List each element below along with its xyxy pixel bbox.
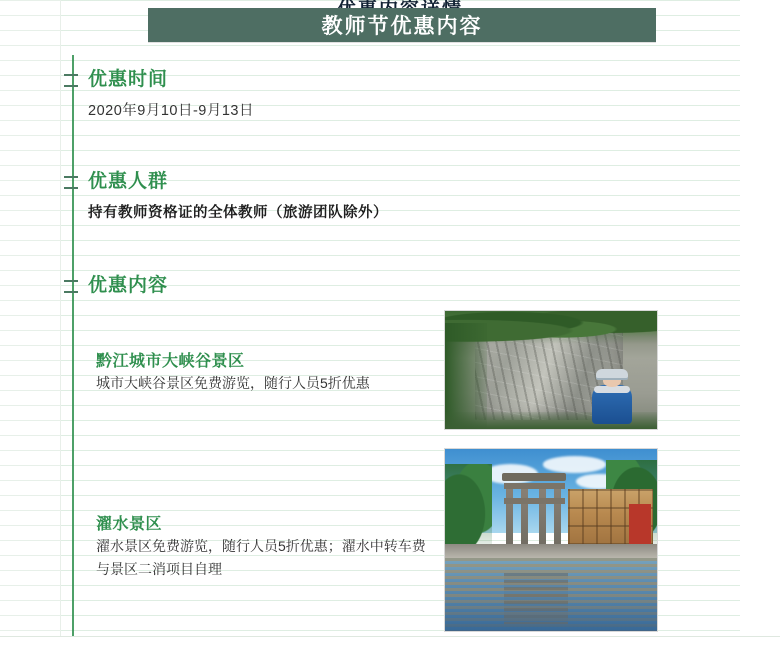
section-marker-icon: [64, 176, 78, 189]
left-gutter: [0, 0, 61, 651]
photo-town-stone-gate: [502, 471, 566, 555]
photo-town-plaza: [445, 544, 657, 559]
item-2-title: 濯水景区: [96, 516, 163, 533]
photo-town-red-lantern-wall: [629, 504, 650, 544]
item-2-description: 濯水景区免费游览，随行人员5折优惠；濯水中转车费与景区二消项目自理: [96, 538, 426, 577]
section-time-text: 2020年9月10日-9月13日: [88, 103, 254, 119]
photo-town-gate-reflection: [504, 573, 568, 624]
section-time: [60, 64, 760, 94]
item-1-photo: [444, 310, 658, 430]
gate-cap: [502, 473, 566, 481]
photo-town-left-trees: [445, 464, 492, 548]
photo-canyon-person: [585, 368, 640, 425]
section-content: [60, 270, 760, 300]
vertical-margin-rule: [72, 55, 74, 640]
section-time-heading: 优惠时间: [88, 69, 169, 90]
item-1-description: 城市大峡谷景区免费游览，随行人员5折优惠: [96, 375, 370, 391]
gate-lintel: [504, 498, 565, 505]
section-audience-heading: 优惠人群: [88, 171, 169, 192]
person-headdress: [596, 369, 628, 378]
item-2-photo: [444, 448, 658, 632]
banner-title: 教师节优惠内容: [148, 8, 656, 42]
section-audience-text: 持有教师资格证的全体教师（旅游团队除外）: [88, 205, 388, 221]
bottom-strip: [0, 636, 780, 651]
gutter-rule-lines: [0, 0, 60, 651]
gate-lintel: [504, 483, 565, 490]
item-1-title: 黔江城市大峡谷景区: [96, 353, 245, 370]
section-audience: [60, 166, 760, 196]
section-marker-icon: [64, 280, 78, 293]
cropped-top-title: [270, 0, 530, 2]
right-margin-strip: [740, 0, 780, 651]
section-marker-icon: [64, 74, 78, 87]
section-content-heading: 优惠内容: [88, 275, 169, 296]
